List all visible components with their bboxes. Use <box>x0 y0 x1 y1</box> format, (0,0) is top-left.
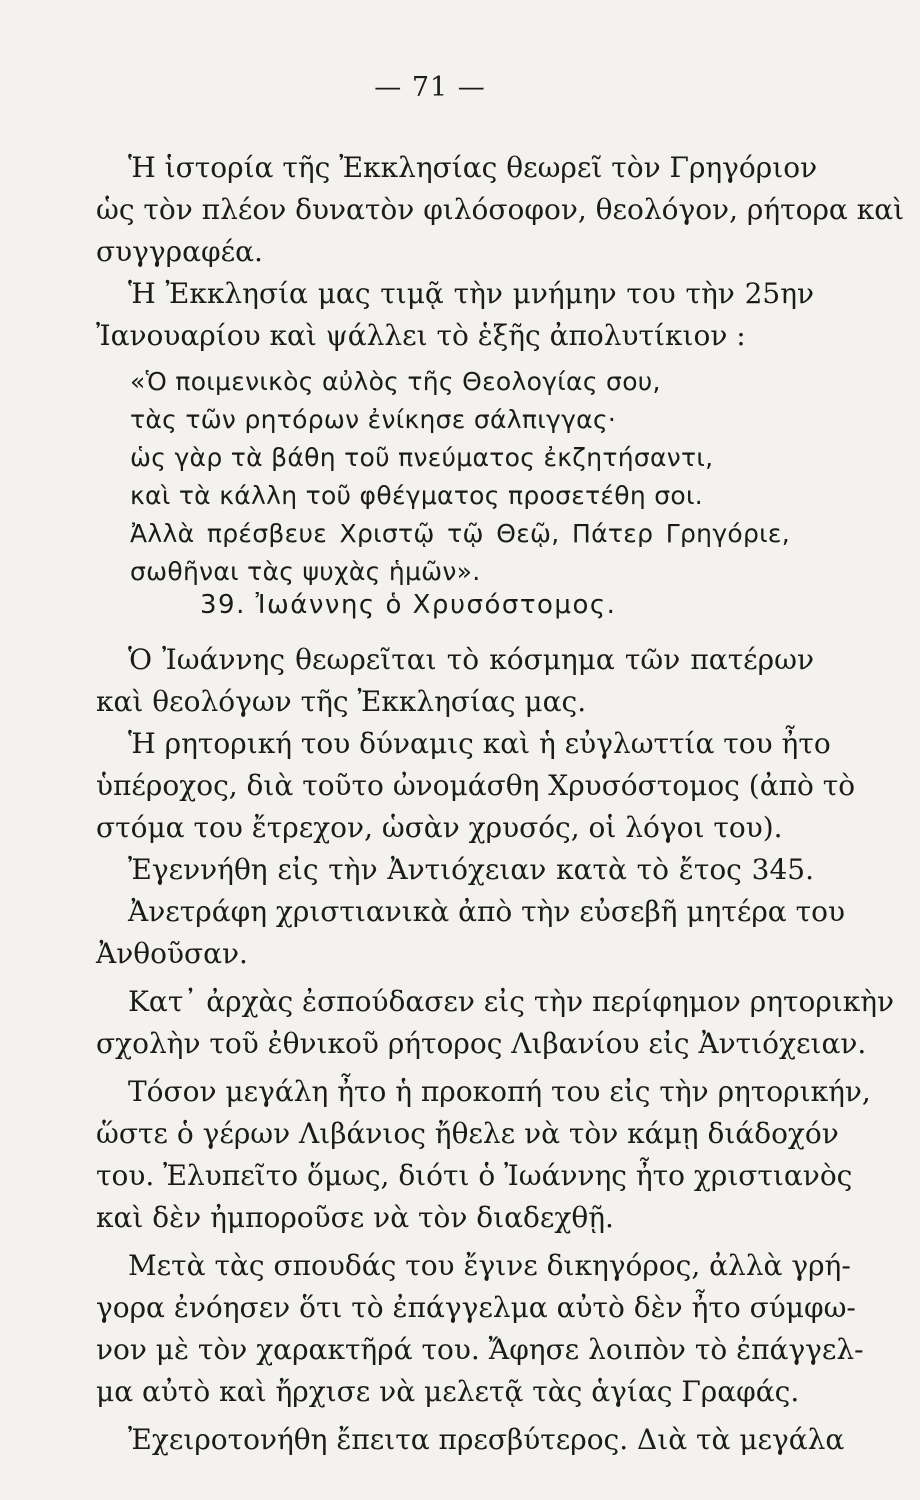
text-line: Ἐγεννήθη εἰς τὴν Ἀντιόχειαν κατὰ τὸ ἔτος 345. <box>128 853 814 886</box>
hymn-line: ὡς γὰρ τὰ βάθη τοῦ πνεύματος ἐκζητήσαντι, <box>130 443 714 472</box>
text-line: Ἡ Ἐκκλησία μας τιμᾷ τὴν μνήμην του τὴν 25ην <box>128 277 814 310</box>
text-line: Κατ᾽ ἀρχὰς ἐσπούδασεν εἰς τὴν περίφημον ρητορικὴν <box>128 985 895 1018</box>
hymn-line: τὰς τῶν ρητόρων ἐνίκησε σάλπιγγας· <box>130 405 617 434</box>
page-number: — 71 — <box>374 72 486 103</box>
text-line: Ἡ ρητορική του δύναμις καὶ ἡ εὐγλωττία του ἦτο <box>128 727 831 760</box>
hymn-line: Ἀλλὰ πρέσβευε Χριστῷ τῷ Θεῷ, Πάτερ Γρηγόριε, <box>130 519 790 548</box>
hymn-line: «Ὁ ποιμενικὸς αὐλὸς τῆς Θεολογίας σου, <box>130 367 661 396</box>
text-line: Ἡ ἱστορία τῆς Ἐκκλησίας θεωρεῖ τὸν Γρηγόριον <box>128 151 818 184</box>
hymn-line: σωθῆναι τὰς ψυχὰς ἡμῶν». <box>130 557 481 586</box>
text-line: στόμα του ἔτρεχον, ὡσὰν χρυσός, οἱ λόγοι του). <box>96 811 783 844</box>
text-line: του. Ἐλυπεῖτο ὅμως, διότι ὁ Ἰωάννης ἦτο χριστιανὸς <box>96 1159 853 1192</box>
text-line: ὡς τὸν πλέον δυνατὸν φιλόσοφον, θεολόγον, ρήτορα καὶ <box>96 193 905 226</box>
text-line: Ὁ Ἰωάννης θεωρεῖται τὸ κόσμημα τῶν πατέρων <box>128 643 814 676</box>
text-line: συγγραφέα. <box>96 235 263 268</box>
text-line: νον μὲ τὸν χαρακτῆρά του. Ἄφησε λοιπὸν τὸ ἐπάγγελ- <box>96 1333 864 1366</box>
text-line: μα αὐτὸ καὶ ἤρχισε νὰ μελετᾷ τὰς ἁγίας Γραφάς. <box>96 1375 800 1408</box>
section-heading: 39. Ἰωάννης ὁ Χρυσόστομος. <box>200 590 617 620</box>
text-line: Ἀνθοῦσαν. <box>96 937 248 970</box>
text-line: Μετὰ τὰς σπουδάς του ἔγινε δικηγόρος, ἀλλὰ γρή- <box>128 1249 851 1282</box>
text-line: Ἰανουαρίου καὶ ψάλλει τὸ ἑξῆς ἀπολυτίκιον : <box>96 319 746 352</box>
text-line: γορα ἐνόησεν ὅτι τὸ ἐπάγγελμα αὐτὸ δὲν ἦτο σύμφω- <box>96 1291 856 1324</box>
text-line: Ἀνετράφη χριστιανικὰ ἀπὸ τὴν εὐσεβῆ μητέρα του <box>128 895 845 928</box>
text-line: ὑπέροχος, διὰ τοῦτο ὠνομάσθη Χρυσόστομος (ἀπὸ τὸ <box>96 769 856 802</box>
text-line: καὶ θεολόγων τῆς Ἐκκλησίας μας. <box>96 685 587 718</box>
text-line: καὶ δὲν ἠμποροῦσε νὰ τὸν διαδεχθῇ. <box>96 1201 614 1234</box>
text-line: σχολὴν τοῦ ἐθνικοῦ ρήτορος Λιβανίου εἰς Ἀντιόχειαν. <box>96 1027 867 1060</box>
text-line: ὥστε ὁ γέρων Λιβάνιος ἤθελε νὰ τὸν κάμῃ διάδοχόν <box>96 1117 839 1150</box>
text-line: Ἐχειροτονήθη ἔπειτα πρεσβύτερος. Διὰ τὰ μεγάλα <box>128 1423 845 1456</box>
text-line: Τόσον μεγάλη ἦτο ἡ προκοπή του εἰς τὴν ρητορικήν, <box>128 1075 871 1108</box>
hymn-line: καὶ τὰ κάλλη τοῦ φθέγματος προσετέθη σοι. <box>130 481 703 510</box>
